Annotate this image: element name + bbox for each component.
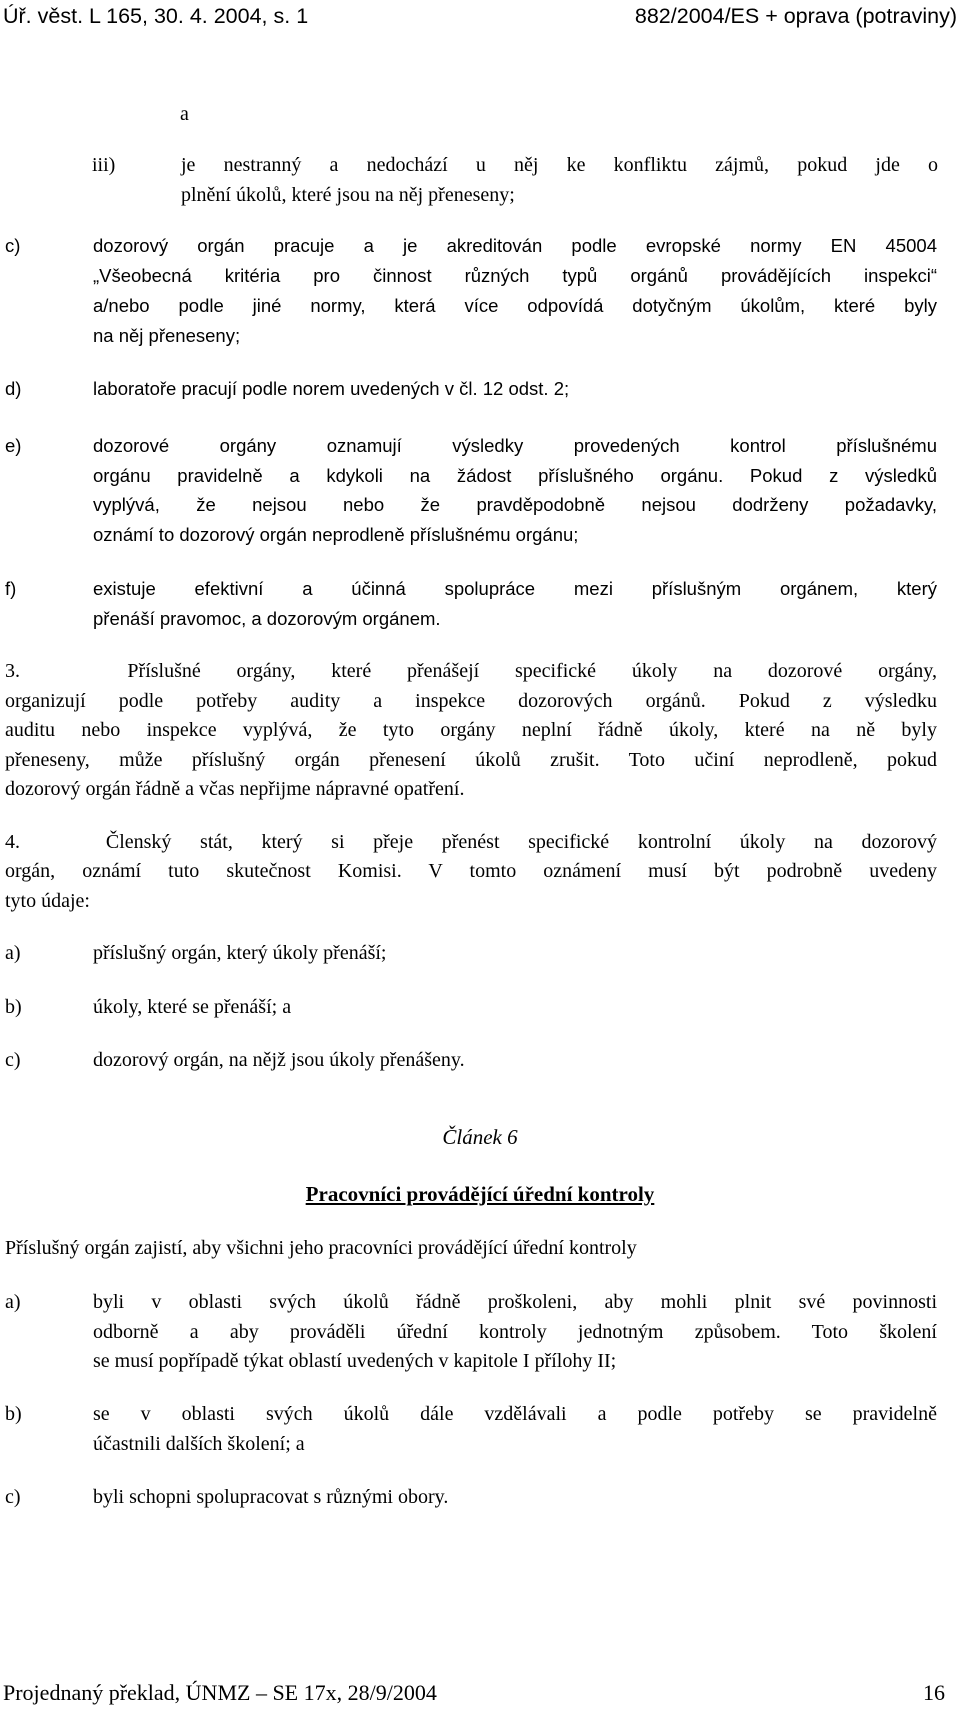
item-f-line: přenáší pravomoc, a dozorovým orgánem. — [93, 608, 441, 629]
list6-label: b) — [5, 1403, 22, 1425]
article-title: Pracovníci provádějící úřední kontroly — [305, 1182, 655, 1206]
connector-text: a — [180, 103, 189, 125]
header-left: Úř. věst. L 165, 30. 4. 2004, s. 1 — [3, 4, 309, 28]
para3-line: organizují podle potřeby audity a inspekce dozorových orgánů. Pokud z výsledku — [5, 690, 937, 712]
list6-label: c) — [5, 1486, 21, 1508]
para3-line: dozorový orgán řádně a včas nepřijme nápravné opatření. — [5, 778, 465, 800]
para4-line: tyto údaje: — [5, 890, 90, 912]
list6-line: se musí popřípadě týkat oblastí uvedených v kapitole I přílohy II; — [93, 1350, 617, 1372]
item-e-line: oznámí to dozorový orgán neprodleně příslušnému orgánu; — [93, 524, 579, 545]
list4-item: úkoly, které se přenáší; a — [93, 996, 292, 1018]
list4-label: a) — [5, 942, 21, 964]
list6-line: byli schopni spolupracovat s různými obory. — [93, 1486, 449, 1508]
item-e-line: dozorové orgány oznamují výsledky provedených kontrol příslušnému — [93, 435, 937, 456]
article-number: Článek 6 — [442, 1125, 518, 1149]
item-f-line: existuje efektivní a účinná spolupráce mezi příslušným orgánem, který — [93, 578, 937, 599]
page-number: 16 — [923, 1680, 945, 1705]
para3-line: 3. Příslušné orgány, které přenášejí specifické úkoly na dozorové orgány, — [5, 660, 937, 682]
list6-line: účastnili dalších školení; a — [93, 1433, 305, 1455]
para3-line: auditu nebo inspekce vyplývá, že tyto orgány neplní řádně úkoly, které na ně byly — [5, 719, 937, 741]
item-e-label: e) — [5, 435, 22, 456]
para4-line: 4. Členský stát, který si přeje přenést specifické kontrolní úkoly na dozorový — [5, 831, 937, 853]
item-e-line: orgánu pravidelně a kdykoli na žádost příslušného orgánu. Pokud z výsledků — [93, 465, 937, 486]
list6-line: se v oblasti svých úkolů dále vzdělávali a podle potřeby se pravidelně — [93, 1403, 937, 1425]
item-iii-line: je nestranný a nedochází u něj ke konfliktu zájmů, pokud jde o — [181, 154, 938, 176]
para3-line: přeneseny, může příslušný orgán přenesení úkolů zrušit. Toto učiní neprodleně, pokud — [5, 749, 937, 771]
list6-line: odborně a aby prováděli úřední kontroly jednotným způsobem. Toto školení — [93, 1321, 937, 1343]
item-d-label: d) — [5, 378, 22, 399]
item-c-line: a/nebo podle jiné normy, která více odpovídá dotyčným úkolům, které byly — [93, 295, 937, 316]
item-e-line: vyplývá, že nejsou nebo že pravděpodobně nejsou dodrženy požadavky, — [93, 494, 937, 515]
item-c-line: na něj přeneseny; — [93, 325, 241, 346]
item-c-label: c) — [5, 235, 21, 256]
list6-line: byli v oblasti svých úkolů řádně proškoleni, aby mohli plnit své povinnosti — [93, 1291, 937, 1313]
list4-item: dozorový orgán, na nějž jsou úkoly přenášeny. — [93, 1049, 465, 1071]
item-c-line: „Všeobecná kritéria pro činnost různých typů orgánů provádějících inspekci“ — [93, 265, 937, 286]
para4-line: orgán, oznámí tuto skutečnost Komisi. V tomto oznámení musí být podrobně uvedeny — [5, 860, 937, 882]
list4-item: příslušný orgán, který úkoly přenáší; — [93, 942, 387, 964]
intro-text: Příslušný orgán zajistí, aby všichni jeho pracovníci provádějící úřední kontroly — [5, 1237, 637, 1259]
item-d-line: laboratoře pracují podle norem uvedených v čl. 12 odst. 2; — [93, 378, 570, 399]
list4-label: c) — [5, 1049, 21, 1071]
item-iii-line: plnění úkolů, které jsou na něj přeneseny; — [181, 184, 515, 206]
list4-label: b) — [5, 996, 22, 1018]
item-f-label: f) — [5, 578, 17, 599]
footer-text: Projednaný překlad, ÚNMZ – SE 17x, 28/9/2004 — [3, 1680, 437, 1705]
list6-label: a) — [5, 1291, 21, 1313]
item-iii-label: iii) — [92, 154, 116, 176]
header-right: 882/2004/ES + oprava (potraviny) — [634, 4, 957, 28]
item-c-line: dozorový orgán pracuje a je akreditován podle evropské normy EN 45004 — [93, 235, 937, 256]
